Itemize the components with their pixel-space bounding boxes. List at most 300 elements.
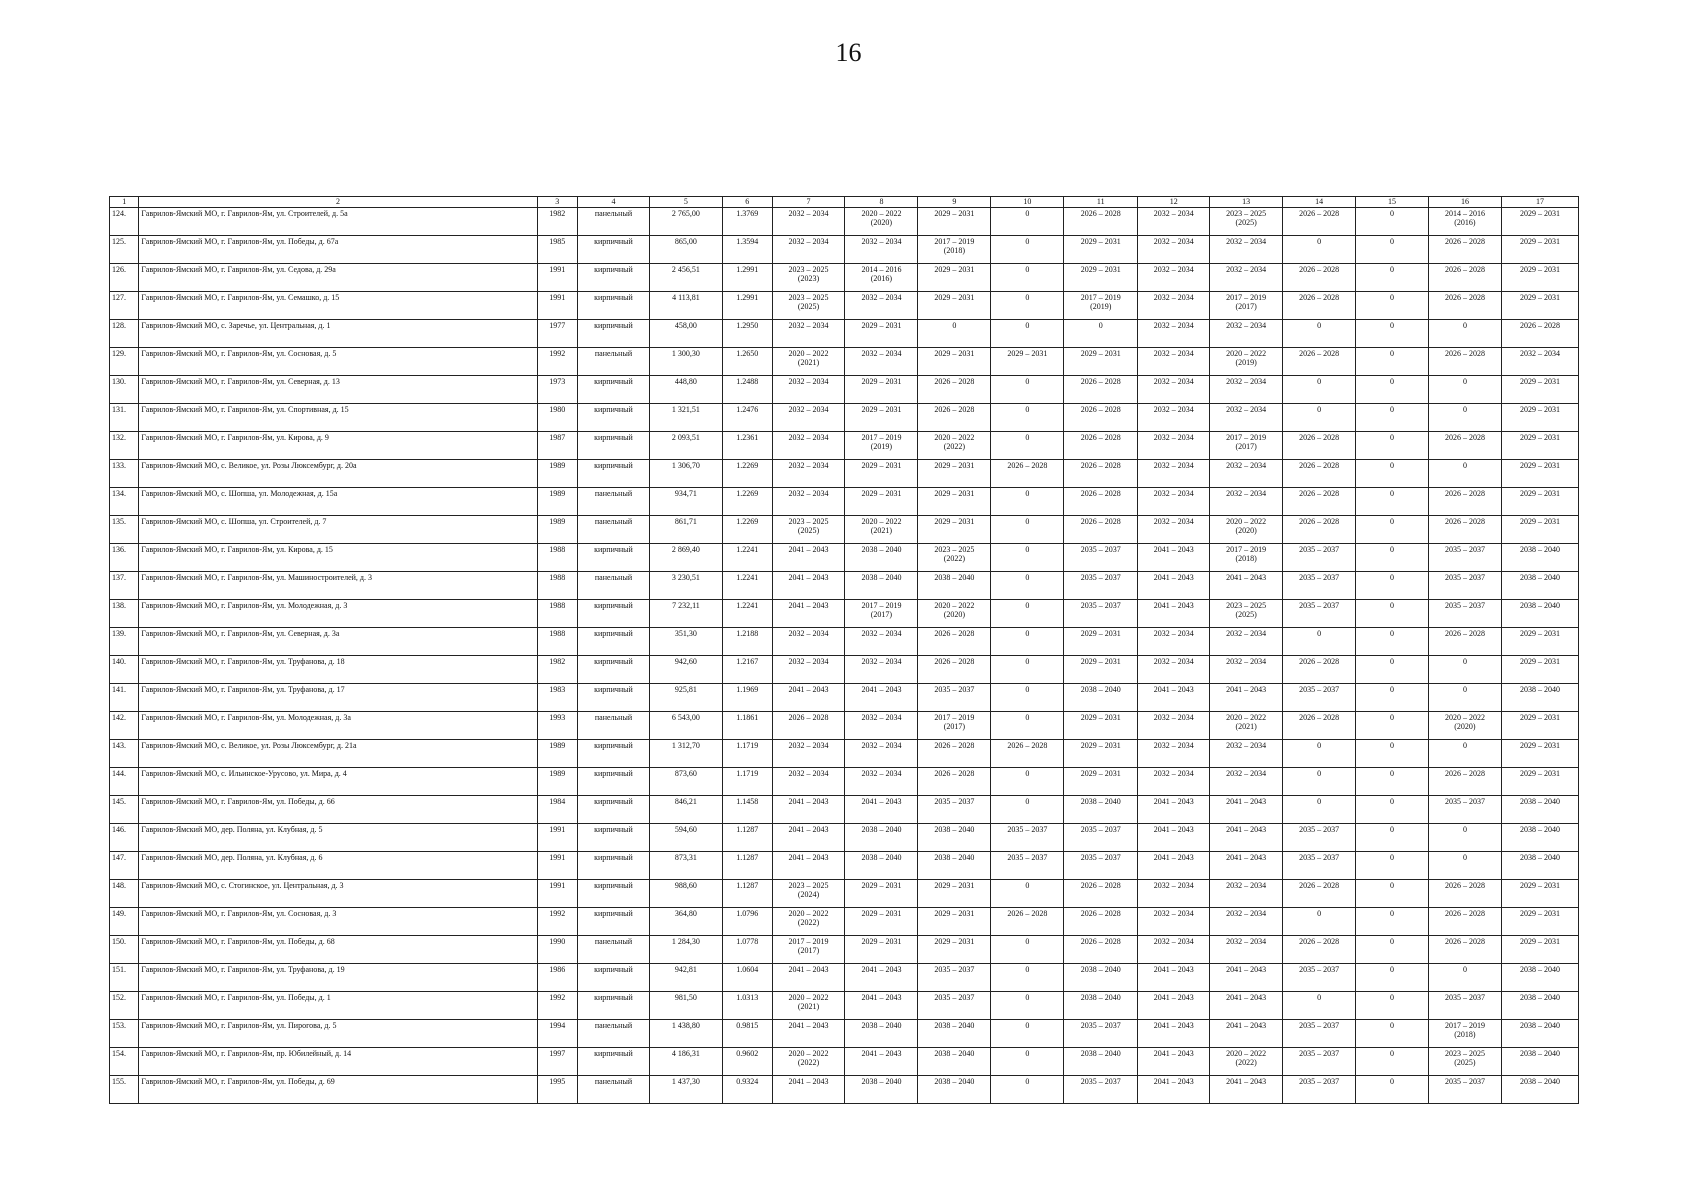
data-cell: 1 284,30: [649, 936, 722, 964]
data-cell: 1988: [537, 628, 578, 656]
data-cell: 2032 – 2034: [1138, 264, 1210, 292]
data-cell: 2026 – 2028: [1064, 516, 1138, 544]
data-cell: 0: [991, 1076, 1064, 1104]
data-cell: 2017 – 2019 (2018): [918, 236, 991, 264]
data-cell: 2020 – 2022 (2020): [1210, 516, 1283, 544]
data-cell: 2032 – 2034: [772, 376, 845, 404]
data-cell: 2035 – 2037: [1283, 600, 1356, 628]
data-cell: 2026 – 2028: [991, 908, 1064, 936]
data-cell: 2041 – 2043: [1138, 852, 1210, 880]
data-cell: 2041 – 2043: [772, 796, 845, 824]
data-cell: 2032 – 2034: [772, 236, 845, 264]
data-cell: 1984: [537, 796, 578, 824]
data-cell: 2026 – 2028: [918, 628, 991, 656]
data-cell: 2020 – 2022 (2022): [772, 908, 845, 936]
data-cell: 2017 – 2019 (2019): [845, 432, 918, 460]
data-cell: 2020 – 2022 (2021): [772, 992, 845, 1020]
data-cell: 0: [1283, 796, 1356, 824]
data-cell: 1986: [537, 964, 578, 992]
data-cell: 1 321,51: [649, 404, 722, 432]
data-cell: 0: [991, 376, 1064, 404]
data-cell: 2032 – 2034: [1210, 404, 1283, 432]
table-row: [110, 488, 1579, 516]
data-cell: 2038 – 2040: [845, 544, 918, 572]
data-cell: 0: [991, 320, 1064, 348]
data-cell: 2032 – 2034: [1210, 656, 1283, 684]
data-cell: 1991: [537, 852, 578, 880]
data-cell: 2014 – 2016 (2016): [1428, 208, 1501, 236]
data-cell: 2029 – 2031: [918, 264, 991, 292]
table-row: [110, 1048, 1579, 1076]
data-cell: 1.1719: [722, 768, 772, 796]
data-cell: 2032 – 2034: [1210, 628, 1283, 656]
row-number: 142.: [110, 712, 139, 740]
data-cell: 0: [991, 488, 1064, 516]
table-row: [110, 376, 1579, 404]
data-cell: 2035 – 2037: [1428, 1076, 1501, 1104]
row-number: 139.: [110, 628, 139, 656]
header-cell: 17: [1501, 197, 1578, 208]
table-row: [110, 852, 1579, 880]
data-cell: 2035 – 2037: [1283, 1020, 1356, 1048]
data-cell: 2032 – 2034: [845, 292, 918, 320]
data-cell: 2038 – 2040: [1501, 1076, 1578, 1104]
data-cell: 861,71: [649, 516, 722, 544]
data-cell: 1.1861: [722, 712, 772, 740]
data-cell: 0: [1428, 740, 1501, 768]
data-cell: 2038 – 2040: [845, 852, 918, 880]
data-cell: 1989: [537, 768, 578, 796]
data-cell: 2038 – 2040: [845, 1076, 918, 1104]
data-cell: 2032 – 2034: [772, 740, 845, 768]
data-cell: 2041 – 2043: [1210, 1020, 1283, 1048]
data-cell: 2029 – 2031: [1064, 348, 1138, 376]
header-cell: 13: [1210, 197, 1283, 208]
data-cell: 2026 – 2028: [1428, 936, 1501, 964]
data-cell: 2038 – 2040: [1501, 544, 1578, 572]
address-cell: Гаврилов-Ямский МО, г. Гаврилов-Ям, ул. Пирогова, д. 5: [139, 1020, 537, 1048]
data-cell: 2035 – 2037: [918, 684, 991, 712]
data-cell: 2032 – 2034: [772, 432, 845, 460]
table-row: [110, 348, 1579, 376]
data-cell: 1.2488: [722, 376, 772, 404]
data-cell: 2026 – 2028: [918, 376, 991, 404]
address-cell: Гаврилов-Ямский МО, г. Гаврилов-Ям, ул. Труфанова, д. 18: [139, 656, 537, 684]
data-cell: 2038 – 2040: [1501, 600, 1578, 628]
data-cell: 2041 – 2043: [1210, 824, 1283, 852]
data-cell: 2026 – 2028: [1428, 488, 1501, 516]
data-cell: 2020 – 2022 (2021): [772, 348, 845, 376]
data-cell: 2041 – 2043: [772, 572, 845, 600]
data-cell: 2029 – 2031: [1501, 264, 1578, 292]
data-cell: панельный: [578, 516, 650, 544]
data-cell: 873,31: [649, 852, 722, 880]
data-cell: 2029 – 2031: [845, 320, 918, 348]
data-cell: 1 437,30: [649, 1076, 722, 1104]
data-cell: 1982: [537, 208, 578, 236]
table-row: [110, 1020, 1579, 1048]
data-cell: кирпичный: [578, 404, 650, 432]
address-cell: Гаврилов-Ямский МО, г. Гаврилов-Ям, ул. Молодежная, д. 3: [139, 600, 537, 628]
data-cell: 2020 – 2022 (2020): [845, 208, 918, 236]
data-cell: 2020 – 2022 (2022): [1210, 1048, 1283, 1076]
page-number: 16: [835, 38, 862, 67]
data-cell: кирпичный: [578, 236, 650, 264]
data-cell: кирпичный: [578, 460, 650, 488]
data-cell: 0: [1428, 684, 1501, 712]
data-cell: 2029 – 2031: [845, 460, 918, 488]
data-cell: панельный: [578, 712, 650, 740]
data-cell: 2032 – 2034: [1210, 908, 1283, 936]
data-cell: 0: [991, 236, 1064, 264]
table-row: [110, 1076, 1579, 1104]
data-cell: 1.2361: [722, 432, 772, 460]
data-cell: 2041 – 2043: [772, 1020, 845, 1048]
table-row: [110, 628, 1579, 656]
data-cell: 942,60: [649, 656, 722, 684]
data-cell: 2023 – 2025 (2025): [1210, 208, 1283, 236]
data-cell: 0: [1428, 320, 1501, 348]
data-cell: 2041 – 2043: [1138, 1020, 1210, 1048]
data-cell: 2026 – 2028: [1064, 908, 1138, 936]
data-cell: кирпичный: [578, 320, 650, 348]
data-cell: 0: [991, 964, 1064, 992]
header-cell: 2: [139, 197, 537, 208]
data-cell: кирпичный: [578, 292, 650, 320]
data-cell: 2038 – 2040: [845, 572, 918, 600]
table-row: [110, 908, 1579, 936]
data-cell: 0: [1356, 572, 1429, 600]
data-cell: 1.2269: [722, 488, 772, 516]
address-cell: Гаврилов-Ямский МО, с. Заречье, ул. Центральная, д. 1: [139, 320, 537, 348]
row-number: 135.: [110, 516, 139, 544]
table-row: [110, 712, 1579, 740]
data-cell: 2026 – 2028: [1283, 264, 1356, 292]
data-cell: 1997: [537, 1048, 578, 1076]
data-cell: 2032 – 2034: [1138, 712, 1210, 740]
data-cell: 2032 – 2034: [1210, 376, 1283, 404]
row-number: 154.: [110, 1048, 139, 1076]
data-cell: 2026 – 2028: [991, 460, 1064, 488]
row-number: 129.: [110, 348, 139, 376]
data-cell: 2032 – 2034: [1138, 740, 1210, 768]
data-cell: 2029 – 2031: [1501, 628, 1578, 656]
data-cell: кирпичный: [578, 432, 650, 460]
data-cell: 1.2991: [722, 264, 772, 292]
data-cell: 2032 – 2034: [845, 740, 918, 768]
data-cell: 0: [991, 796, 1064, 824]
data-cell: 2023 – 2025 (2023): [772, 264, 845, 292]
data-cell: 2026 – 2028: [1064, 404, 1138, 432]
data-cell: кирпичный: [578, 656, 650, 684]
data-cell: 2020 – 2022 (2020): [1428, 712, 1501, 740]
data-cell: 2029 – 2031: [1064, 264, 1138, 292]
table-row: [110, 236, 1579, 264]
header-cell: 11: [1064, 197, 1138, 208]
data-cell: 981,50: [649, 992, 722, 1020]
data-cell: 988,60: [649, 880, 722, 908]
data-cell: 2041 – 2043: [772, 544, 845, 572]
data-cell: 0: [991, 432, 1064, 460]
data-cell: 2035 – 2037: [1064, 544, 1138, 572]
data-cell: 2041 – 2043: [845, 1048, 918, 1076]
table-row: [110, 964, 1579, 992]
data-cell: 0: [1356, 320, 1429, 348]
table-row: [110, 796, 1579, 824]
data-cell: 0: [1356, 488, 1429, 516]
data-cell: 0: [1356, 600, 1429, 628]
data-cell: 1.0796: [722, 908, 772, 936]
data-cell: 2023 – 2025 (2025): [772, 292, 845, 320]
data-cell: 0.9815: [722, 1020, 772, 1048]
data-cell: 1993: [537, 712, 578, 740]
data-cell: панельный: [578, 348, 650, 376]
data-cell: 0: [1283, 236, 1356, 264]
data-cell: кирпичный: [578, 908, 650, 936]
data-cell: 2038 – 2040: [1501, 852, 1578, 880]
data-cell: 2035 – 2037: [1064, 600, 1138, 628]
data-cell: 0: [1356, 880, 1429, 908]
data-cell: 1.3769: [722, 208, 772, 236]
table-row: [110, 824, 1579, 852]
address-cell: Гаврилов-Ямский МО, г. Гаврилов-Ям, ул. Кирова, д. 9: [139, 432, 537, 460]
data-cell: 2017 – 2019 (2017): [772, 936, 845, 964]
data-cell: 1.2241: [722, 572, 772, 600]
data-cell: 2038 – 2040: [1064, 964, 1138, 992]
row-number: 124.: [110, 208, 139, 236]
data-cell: 0: [1428, 376, 1501, 404]
row-number: 134.: [110, 488, 139, 516]
data-cell: 2020 – 2022 (2021): [845, 516, 918, 544]
data-cell: 2032 – 2034: [1138, 488, 1210, 516]
data-cell: 2041 – 2043: [845, 964, 918, 992]
row-number: 136.: [110, 544, 139, 572]
data-cell: кирпичный: [578, 600, 650, 628]
data-cell: 2035 – 2037: [1064, 1076, 1138, 1104]
data-cell: 2029 – 2031: [918, 880, 991, 908]
data-cell: 2029 – 2031: [1501, 236, 1578, 264]
address-cell: Гаврилов-Ямский МО, г. Гаврилов-Ям, ул. Северная, д. 3а: [139, 628, 537, 656]
data-cell: 942,81: [649, 964, 722, 992]
data-cell: 2032 – 2034: [1210, 740, 1283, 768]
data-cell: 2029 – 2031: [918, 516, 991, 544]
table-row: [110, 544, 1579, 572]
data-cell: 1977: [537, 320, 578, 348]
data-cell: 2032 – 2034: [1210, 880, 1283, 908]
data-cell: 1.1719: [722, 740, 772, 768]
data-cell: 0: [1283, 320, 1356, 348]
data-cell: 2026 – 2028: [1064, 432, 1138, 460]
data-cell: 0: [991, 1048, 1064, 1076]
data-cell: 2029 – 2031: [1501, 656, 1578, 684]
data-cell: 2029 – 2031: [1501, 432, 1578, 460]
data-cell: 2038 – 2040: [1501, 964, 1578, 992]
data-cell: 1989: [537, 740, 578, 768]
data-cell: 1 312,70: [649, 740, 722, 768]
data-cell: 0: [1356, 712, 1429, 740]
row-number: 125.: [110, 236, 139, 264]
data-cell: 0: [991, 880, 1064, 908]
data-cell: 2029 – 2031: [845, 908, 918, 936]
data-cell: 2026 – 2028: [1428, 264, 1501, 292]
data-cell: 1985: [537, 236, 578, 264]
data-cell: 2041 – 2043: [1138, 992, 1210, 1020]
data-cell: 1991: [537, 264, 578, 292]
data-cell: 2041 – 2043: [772, 684, 845, 712]
address-cell: Гаврилов-Ямский МО, с. Ильинское-Урусово, ул. Мира, д. 4: [139, 768, 537, 796]
data-cell: 2035 – 2037: [1428, 544, 1501, 572]
data-cell: 0: [1428, 824, 1501, 852]
data-cell: 2032 – 2034: [772, 628, 845, 656]
data-cell: 2026 – 2028: [1064, 488, 1138, 516]
data-cell: 2038 – 2040: [845, 1020, 918, 1048]
address-cell: Гаврилов-Ямский МО, г. Гаврилов-Ям, ул. Победы, д. 1: [139, 992, 537, 1020]
table-body: [110, 197, 1579, 1104]
data-cell: 2032 – 2034: [1138, 936, 1210, 964]
header-cell: 16: [1428, 197, 1501, 208]
data-cell: 2026 – 2028: [1283, 656, 1356, 684]
data-cell: 0: [991, 768, 1064, 796]
data-cell: панельный: [578, 1020, 650, 1048]
data-cell: 0: [991, 712, 1064, 740]
data-cell: 2017 – 2019 (2017): [1210, 432, 1283, 460]
table-row: [110, 460, 1579, 488]
data-cell: 1.2241: [722, 544, 772, 572]
data-cell: 2023 – 2025 (2024): [772, 880, 845, 908]
data-cell: 2017 – 2019 (2019): [1064, 292, 1138, 320]
data-cell: 2029 – 2031: [918, 292, 991, 320]
data-cell: 4 113,81: [649, 292, 722, 320]
data-cell: 2041 – 2043: [1138, 824, 1210, 852]
data-cell: 0: [991, 572, 1064, 600]
data-cell: 1.2476: [722, 404, 772, 432]
data-cell: 1992: [537, 908, 578, 936]
data-cell: 2032 – 2034: [772, 460, 845, 488]
data-cell: 1.1287: [722, 852, 772, 880]
data-cell: 2032 – 2034: [845, 712, 918, 740]
row-number: 151.: [110, 964, 139, 992]
data-cell: 2026 – 2028: [918, 740, 991, 768]
data-cell: 2029 – 2031: [918, 936, 991, 964]
data-cell: 2029 – 2031: [1501, 768, 1578, 796]
data-cell: 2038 – 2040: [918, 572, 991, 600]
address-cell: Гаврилов-Ямский МО, г. Гаврилов-Ям, ул. Победы, д. 69: [139, 1076, 537, 1104]
data-cell: 2023 – 2025 (2025): [772, 516, 845, 544]
data-cell: 2026 – 2028: [1283, 460, 1356, 488]
data-cell: 2035 – 2037: [1283, 824, 1356, 852]
data-cell: 2029 – 2031: [918, 908, 991, 936]
data-cell: 2023 – 2025 (2025): [1428, 1048, 1501, 1076]
data-cell: 2026 – 2028: [1064, 880, 1138, 908]
data-cell: 2038 – 2040: [1501, 796, 1578, 824]
data-cell: 0: [1356, 236, 1429, 264]
data-cell: 2029 – 2031: [1064, 740, 1138, 768]
data-cell: 1.1458: [722, 796, 772, 824]
data-cell: 2029 – 2031: [1064, 768, 1138, 796]
data-cell: 2029 – 2031: [1501, 376, 1578, 404]
data-cell: 2032 – 2034: [772, 656, 845, 684]
data-cell: 2035 – 2037: [918, 964, 991, 992]
data-cell: 3 230,51: [649, 572, 722, 600]
data-cell: 2041 – 2043: [1210, 1076, 1283, 1104]
row-number: 148.: [110, 880, 139, 908]
data-cell: 458,00: [649, 320, 722, 348]
data-cell: 0: [1356, 1076, 1429, 1104]
address-cell: Гаврилов-Ямский МО, г. Гаврилов-Ям, ул. Сосновая, д. 3: [139, 908, 537, 936]
data-cell: 1.0604: [722, 964, 772, 992]
data-cell: 0: [991, 684, 1064, 712]
row-number: 143.: [110, 740, 139, 768]
row-number: 128.: [110, 320, 139, 348]
data-cell: 2038 – 2040: [918, 1048, 991, 1076]
data-cell: 2020 – 2022 (2022): [772, 1048, 845, 1076]
data-cell: 2035 – 2037: [1428, 796, 1501, 824]
data-cell: 2 869,40: [649, 544, 722, 572]
address-cell: Гаврилов-Ямский МО, с. Шопша, ул. Строителей, д. 7: [139, 516, 537, 544]
data-cell: 0: [1356, 208, 1429, 236]
data-cell: 2026 – 2028: [1428, 292, 1501, 320]
address-cell: Гаврилов-Ямский МО, г. Гаврилов-Ям, ул. Победы, д. 68: [139, 936, 537, 964]
data-cell: 2041 – 2043: [1138, 684, 1210, 712]
header-cell: 4: [578, 197, 650, 208]
data-cell: 0: [1356, 964, 1429, 992]
data-cell: 865,00: [649, 236, 722, 264]
data-cell: 1.2269: [722, 460, 772, 488]
data-cell: 2026 – 2028: [1283, 516, 1356, 544]
data-cell: 2032 – 2034: [1138, 768, 1210, 796]
row-number: 126.: [110, 264, 139, 292]
data-cell: 1991: [537, 880, 578, 908]
data-cell: 2026 – 2028: [1064, 460, 1138, 488]
data-cell: 1.0778: [722, 936, 772, 964]
data-cell: 1.3594: [722, 236, 772, 264]
data-cell: 0: [1428, 404, 1501, 432]
data-cell: 2029 – 2031: [1064, 712, 1138, 740]
address-cell: Гаврилов-Ямский МО, г. Гаврилов-Ям, ул. Победы, д. 66: [139, 796, 537, 824]
header-row: [110, 197, 1579, 208]
data-cell: 2029 – 2031: [918, 348, 991, 376]
data-cell: 2026 – 2028: [1428, 516, 1501, 544]
row-number: 150.: [110, 936, 139, 964]
header-cell: 10: [991, 197, 1064, 208]
data-cell: 0: [1356, 992, 1429, 1020]
data-cell: 1992: [537, 348, 578, 376]
row-number: 141.: [110, 684, 139, 712]
data-cell: 2038 – 2040: [1064, 684, 1138, 712]
data-cell: 2029 – 2031: [845, 376, 918, 404]
data-cell: 1 306,70: [649, 460, 722, 488]
data-cell: 0: [1356, 936, 1429, 964]
data-cell: 2038 – 2040: [1501, 824, 1578, 852]
row-number: 144.: [110, 768, 139, 796]
data-cell: 2032 – 2034: [1138, 236, 1210, 264]
data-cell: 2026 – 2028: [1064, 936, 1138, 964]
data-cell: 2035 – 2037: [1283, 572, 1356, 600]
data-cell: кирпичный: [578, 852, 650, 880]
row-number: 140.: [110, 656, 139, 684]
data-cell: 1990: [537, 936, 578, 964]
data-cell: 2038 – 2040: [1064, 992, 1138, 1020]
data-cell: 1973: [537, 376, 578, 404]
data-cell: 2038 – 2040: [918, 1020, 991, 1048]
data-cell: 2035 – 2037: [1428, 992, 1501, 1020]
address-cell: Гаврилов-Ямский МО, г. Гаврилов-Ям, ул. Победы, д. 67а: [139, 236, 537, 264]
header-cell: 7: [772, 197, 845, 208]
data-cell: 0: [991, 208, 1064, 236]
data-cell: 2038 – 2040: [1064, 796, 1138, 824]
table-row: [110, 516, 1579, 544]
data-cell: кирпичный: [578, 964, 650, 992]
